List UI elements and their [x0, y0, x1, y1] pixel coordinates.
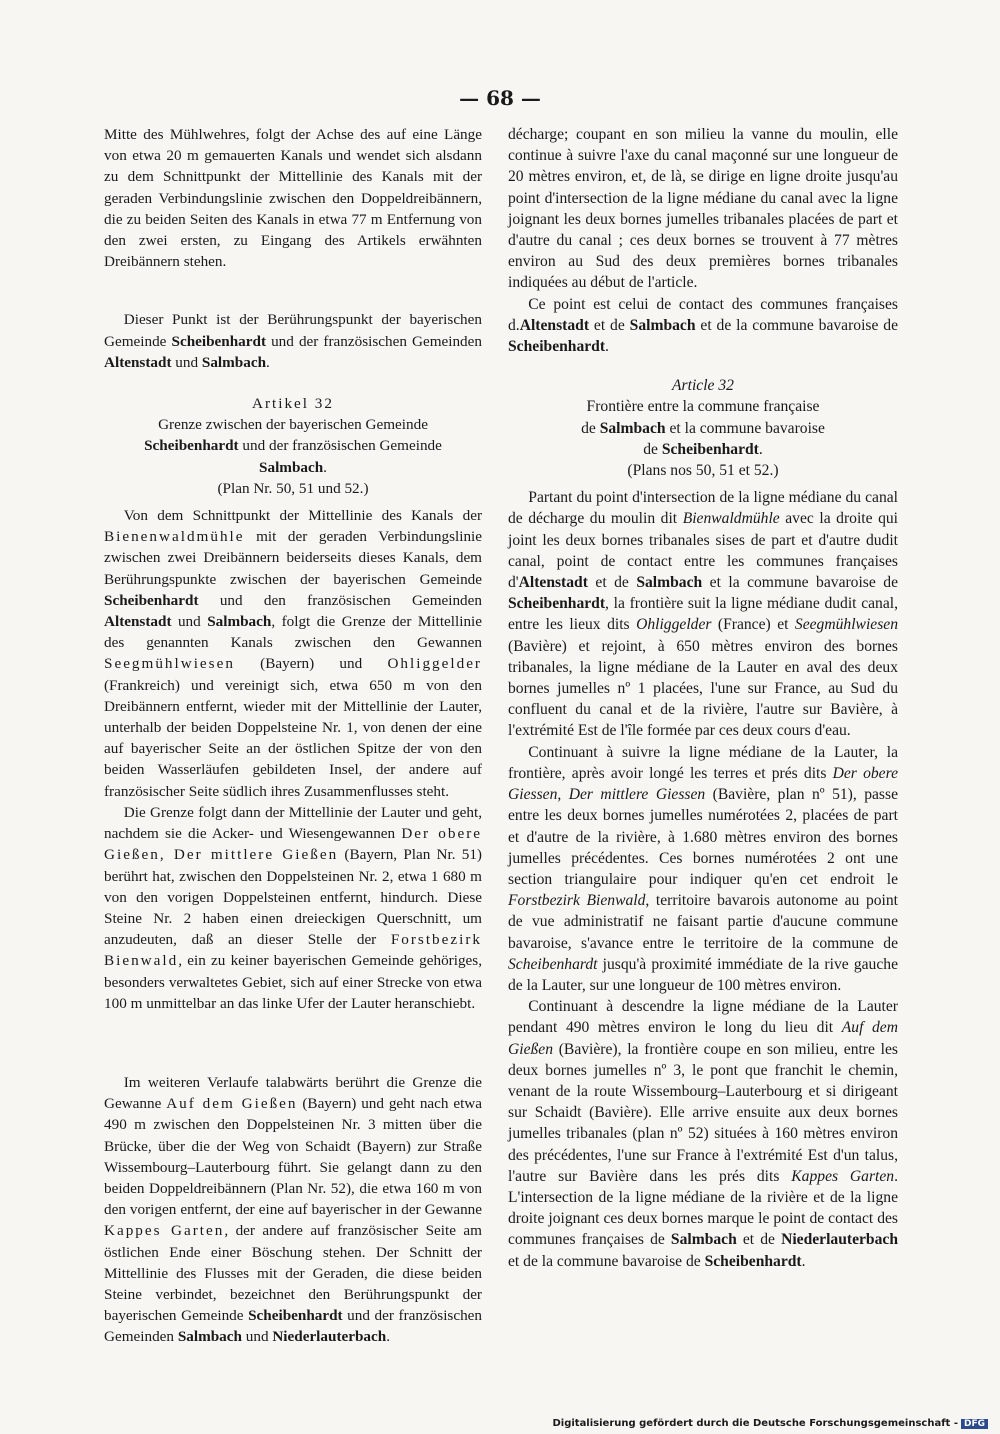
german-column [104, 124, 482, 1348]
fr-paragraph-3: Partant du point d'intersection de la ligne médiane du canal de décharge du moulin dit Bienwaldmühle avec la droite qui joint les deux bornes tribanales sises de part et d'autre dudit canal, point de contact entre les communes françaises d'Altenstadt et de Salmbach et la commune bavaroise de Scheibenhardt, la frontière suit la ligne médiane dudit canal, entre les lieux dits Ohliggelder (France) et Seegmühlwiesen (Bavière) et rejoint, à 650 mètres environ des bornes tribanales, la ligne médiane de la Lauter en aval des deux bornes jumelles nº 1 placées, l'une sur France, au Sud du confluent du canal et de la rivière, l'autre sur Bavière, à l'extrémité Est de l'île formée par ces deux cours d'eau. [508, 489, 899, 740]
de-paragraph-4: Die Grenze folgt dann der Mittellinie der Lauter und geht, nachdem sie die Acker- und Wiesengewannen Der obere Gießen, Der mittlere Gießen (Bayern, Plan Nr. 51) berührt hat, zwischen den Doppelsteinen Nr. 2, etwa 1 680 m von den vorigen Doppelsteinen entfernt, hindurch. Diese Steine Nr. 2 haben einen dreieckigen Querschnitt, um anzudeuten, daß an dieser Stelle der Forstbezirk Bienwald, ein zu keiner bayerischen Gemeinde gehöriges, besonders verwaltetes Gebiet, sich auf einer Strecke von etwa 100 m unmittelbar an das linke Ufer der Lauter heranschiebt. [104, 803, 482, 1012]
de-article-subtitle-2: Scheibenhardt und der französischen Gemeinde [144, 437, 442, 455]
fr-article-plan: (Plans nos 50, 51 et 52.) [627, 462, 779, 480]
fr-paragraph-2: Ce point est celui de contact des communes françaises d.Altenstadt et de Salmbach et de la commune bavaroise de Scheibenhardt. [508, 295, 899, 356]
dfg-logo: DFG [961, 1419, 988, 1429]
fr-article-subtitle-1: Frontière entre la commune française [586, 398, 820, 416]
fr-paragraph-1: décharge; coupant en son milieu la vanne du moulin, elle continue à suivre l'axe du canal maçonné sur une longueur de 20 mètres environ, et, de là, se dirige en ligne droite jusqu'au point d'intersection de la ligne médiane du canal avec la ligne joignant les deux bornes jumelles tribanales placées de part et d'autre du canal ; ces deux bornes se trouvent à 77 mètres environ au Sud des deux premières bornes tribanales indiquées au début de l'article. [508, 126, 898, 292]
fr-article-subtitle-2: de Salmbach et la commune bavaroise [581, 419, 825, 437]
fr-paragraph-5: Continuant à descendre la ligne médiane de la Lauter pendant 490 mètres environ le long du lieu dit Auf dem Gießen (Bavière), la frontière coupe en son milieu, entre les deux bornes jumelles nº 3, le pont que franchit le chemin, venant de la route Wissembourg–Lauterbourg et si dirigeant sur Schaidt (Bavière). Elle arrive ensuite aux deux bornes jumelles tribanales (plan nº 52) situées à 160 mètres environ des précédentes, l'une sur France à l'extrémité Est d'un talus, l'autre sur Bavière dans les prés dits Kappes Garten. L'intersection de la ligne médiane de la rivière et de la ligne droite joignant ces deux bornes marque le point de contact des communes françaises de Salmbach et de Niederlauterbach et de la commune bavaroise de Scheibenhardt. [508, 998, 899, 1270]
fr-article-subtitle-3: de Scheibenhardt. [643, 440, 763, 458]
digitization-credit: Digitalisierung gefördert durch die Deutsche Forschungsgemeinschaft - DFG [552, 1418, 988, 1429]
french-column [508, 124, 898, 1272]
de-paragraph-1: Mitte des Mühlwehres, folgt der Achse des auf eine Länge von etwa 20 m gemauerten Kanals und wendet sich alsdann zu dem Schnittpunkt der Mittellinie des Kanals mit der geraden Verbindungslinie zwischen den Doppeldreibännern, die zu beiden Seiten des Kanals in etwa 77 m Entfernung von den zwei ersten, zu Eingang des Artikels erwähnten Dreibännern stehen. [104, 126, 482, 271]
de-paragraph-3: Von dem Schnittpunkt der Mittellinie des Kanals der Bienenwaldmühle mit der geraden Verbindungslinie zwischen zwei Dreibännern beiderseits dieses Kanals, dem Berührungspunkte zwischen der bayerischen Gemeinde Scheibenhardt und den französischen Gemeinden Altenstadt und Salmbach, folgt die Grenze der Mittellinie des genannten Kanals zwischen den Gewannen Seegmühlwiesen (Bayern) und Ohliggelder (Frankreich) und vereinigt sich, etwa 650 m von den Dreibännern entfernt, wieder mit der Mittellinie der Lauter, unterhalb der beiden Doppelsteine Nr. 1, von denen der eine auf bayerischer Seite an der östlichen Spitze der von den beiden Wasserläufen gebildeten Insel, der andere auf französischer Seite südlich ihres Zusammenflusses steht. [104, 507, 483, 800]
de-paragraph-2: Dieser Punkt ist der Berührungspunkt der bayerischen Gemeinde Scheibenhardt und der französischen Gemeinden Altenstadt und Salmbach. [104, 311, 482, 371]
de-article-title: Artikel 32 [251, 395, 334, 413]
page-number: — 68 — [459, 86, 541, 110]
de-article-plan: (Plan Nr. 50, 51 und 52.) [217, 479, 369, 497]
de-paragraph-5: Im weiteren Verlaufe talabwärts berührt die Grenze die Gewanne Auf dem Gießen (Bayern) und geht nach etwa 490 m zwischen den Doppelsteinen Nr. 3 mitten über die Brücke, über die der Weg von Schaidt (Bayern) zur Straße Wissembourg–Lauterbourg führt. Sie gelangt dann zu den beiden Doppeldreibännern (Plan Nr. 52), die etwa 160 m von den vorigen entfernt, der eine auf bayerischer in der Gewanne Kappes Garten, der andere auf französischer Seite am östlichen Ende einer Böschung stehen. Der Schnitt der Mittellinie des Flusses mit der Geraden, die diese beiden Steine verbindet, bezeichnet den Berührungspunkt der bayerischen Gemeinde Scheibenhardt und der französischen Gemeinden Salmbach und Niederlauterbach. [104, 1073, 483, 1346]
fr-article-title: Article 32 [672, 377, 734, 395]
de-article-subtitle-3: Salmbach. [259, 458, 327, 476]
de-article-subtitle-1: Grenze zwischen der bayerischen Gemeinde [158, 416, 428, 434]
fr-paragraph-4: Continuant à suivre la ligne médiane de la Lauter, la frontière, après avoir longé les terres et prés dits Der obere Giessen, Der mittlere Giessen (Bavière, plan nº 51), passe entre les deux bornes jumelles numérotées 2, placées de part et d'autre de la rivière, à 1.680 mètres environ des bornes jumelles précédentes. Ces bornes numérotées 2 ont une section triangulaire pour indiquer qu'en cet endroit le Forstbezirk Bienwald, territoire bavarois autonome au point de vue administratif ne faisant partie d'aucune commune bavaroise, s'avance entre le territoire de la commune de Scheibenhardt jusqu'à proximité immédiate de la rive gauche de la Lauter, sur une longueur de 100 mètres environ. [508, 743, 899, 994]
